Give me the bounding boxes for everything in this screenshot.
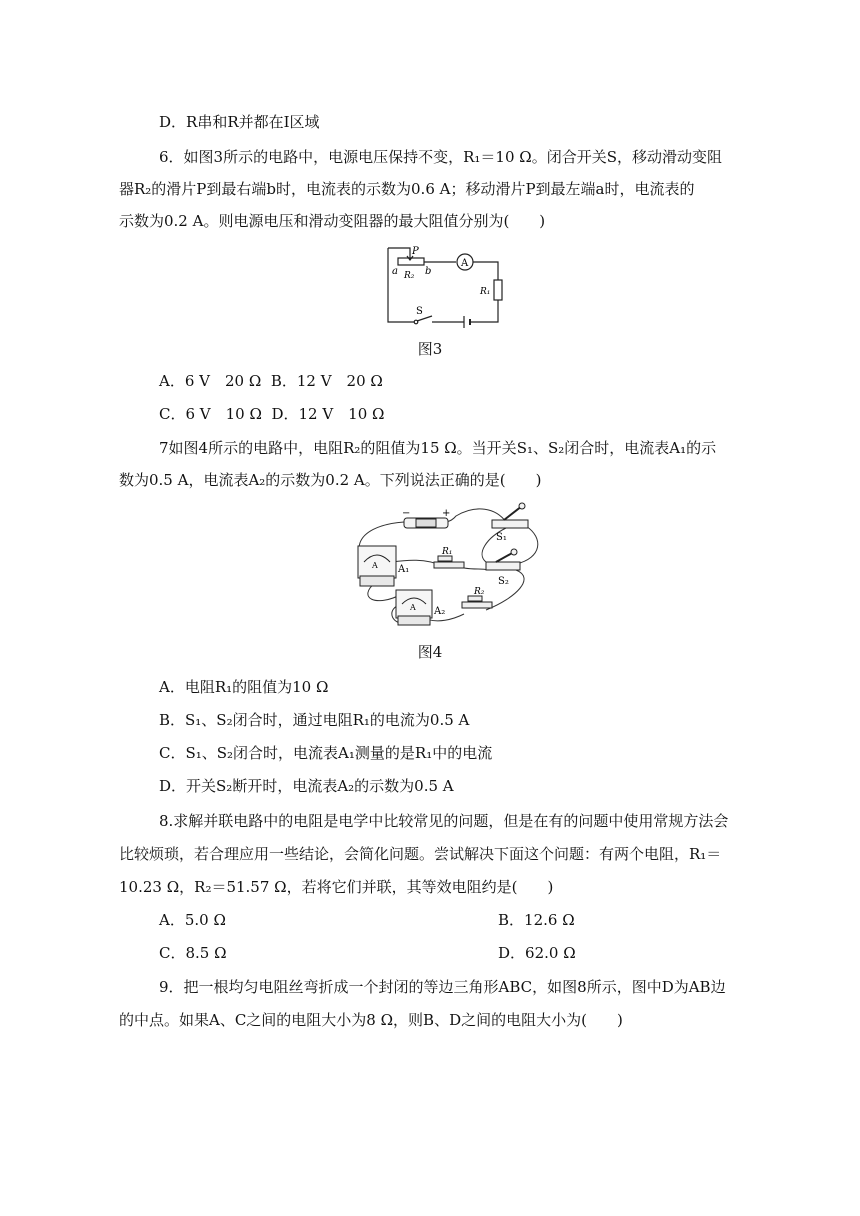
q7-option-b: B．S₁、S₂闭合时，通过电阻R₁的电流为0.5 A <box>159 711 470 729</box>
q7-text-line2: 数为0.5 A，电流表A₂的示数为0.2 A。下列说法正确的是( ) <box>119 471 542 489</box>
figure-3-caption: 图3 <box>417 340 443 358</box>
fig4-label-minus: − <box>402 508 411 519</box>
q8-options-cd <box>159 943 576 963</box>
q7-option-d: D．开关S₂断开时，电流表A₂的示数为0.5 A <box>159 777 454 795</box>
q8-options-ab <box>159 910 575 930</box>
q6-text-line3: 示数为0.2 A。则电源电压和滑动变阻器的最大阻值分别为( ) <box>119 212 546 230</box>
fig3-label-ammeter: A <box>461 258 469 269</box>
fig4-label-r1: R₁ <box>442 547 453 557</box>
q8-option-c: C．8.5 Ω <box>159 944 227 962</box>
fig4-label-a1: A₁ <box>398 564 410 575</box>
fig3-label-r1: R₁ <box>480 287 491 297</box>
q7-text-line1: 7如图4所示的电路中，电阻R₂的阻值为15 Ω。当开关S₁、S₂闭合时，电流表A₁的示 <box>159 439 717 457</box>
q6-text-line1: 6．如图3所示的电路中，电源电压保持不变，R₁＝10 Ω。闭合开关S，移动滑动变阻 <box>159 148 722 166</box>
q6-options-cd <box>159 404 384 424</box>
q6-option-b: B．12 V 20 Ω <box>270 372 383 390</box>
fig3-label-p: P <box>412 246 419 257</box>
fig4-label-s1: S₁ <box>496 532 507 543</box>
q8-option-b: B．12.6 Ω <box>498 911 575 929</box>
q6-option-d: D．12 V 10 Ω <box>271 405 385 423</box>
fig3-label-a: a <box>392 266 398 277</box>
q8-option-a: A．5.0 Ω <box>159 911 226 929</box>
fig4-label-s2: S₂ <box>498 576 509 587</box>
figure-4-circuit <box>346 498 546 630</box>
q9-text-line1: 9．把一根均匀电阻丝弯折成一个封闭的等边三角形ABC，如图8所示，图中D为AB边 <box>159 978 726 996</box>
q7-option-a: A．电阻R₁的阻值为10 Ω <box>159 678 329 696</box>
q6-options-ab <box>159 371 383 391</box>
q6-text-line2: 器R₂的滑片P到最右端b时，电流表的示数为0.6 A；移动滑片P到最左端a时，电流表的 <box>119 180 695 198</box>
q5-option-d: D．R串和R并都在Ⅰ区域 <box>159 113 320 131</box>
q9-text-line2: 的中点。如果A、C之间的电阻大小为8 Ω，则B、D之间的电阻大小为( ) <box>119 1011 623 1029</box>
fig3-label-s: S <box>416 306 423 317</box>
q6-option-a: A．6 V 20 Ω <box>159 372 262 390</box>
fig3-label-b: b <box>425 266 432 277</box>
figure-4-caption: 图4 <box>417 643 443 661</box>
fig4-label-plus: + <box>442 508 451 519</box>
q8-option-d: D．62.0 Ω <box>498 944 576 962</box>
q6-option-c: C．6 V 10 Ω <box>159 405 262 423</box>
figure-3-circuit <box>380 238 510 330</box>
q7-option-c: C．S₁、S₂闭合时，电流表A₁测量的是R₁中的电流 <box>159 744 493 762</box>
fig4-label-r2: R₂ <box>474 587 485 597</box>
fig3-label-r2: R₂ <box>404 271 415 281</box>
fig4-label-a2: A₂ <box>434 606 446 617</box>
fig4-ammeter2-symbol: A <box>410 603 416 612</box>
fig4-ammeter1-symbol: A <box>372 561 378 570</box>
q8-text-line1: 8.求解并联电路中的电阻是电学中比较常见的问题，但是在有的问题中使用常规方法会 <box>159 812 729 830</box>
q8-text-line2: 比较烦琐，若合理应用一些结论，会简化问题。尝试解决下面这个问题：有两个电阻，R₁＝ <box>119 845 722 863</box>
q8-text-line3: 10.23 Ω，R₂＝51.57 Ω，若将它们并联，其等效电阻约是( ) <box>119 878 554 896</box>
